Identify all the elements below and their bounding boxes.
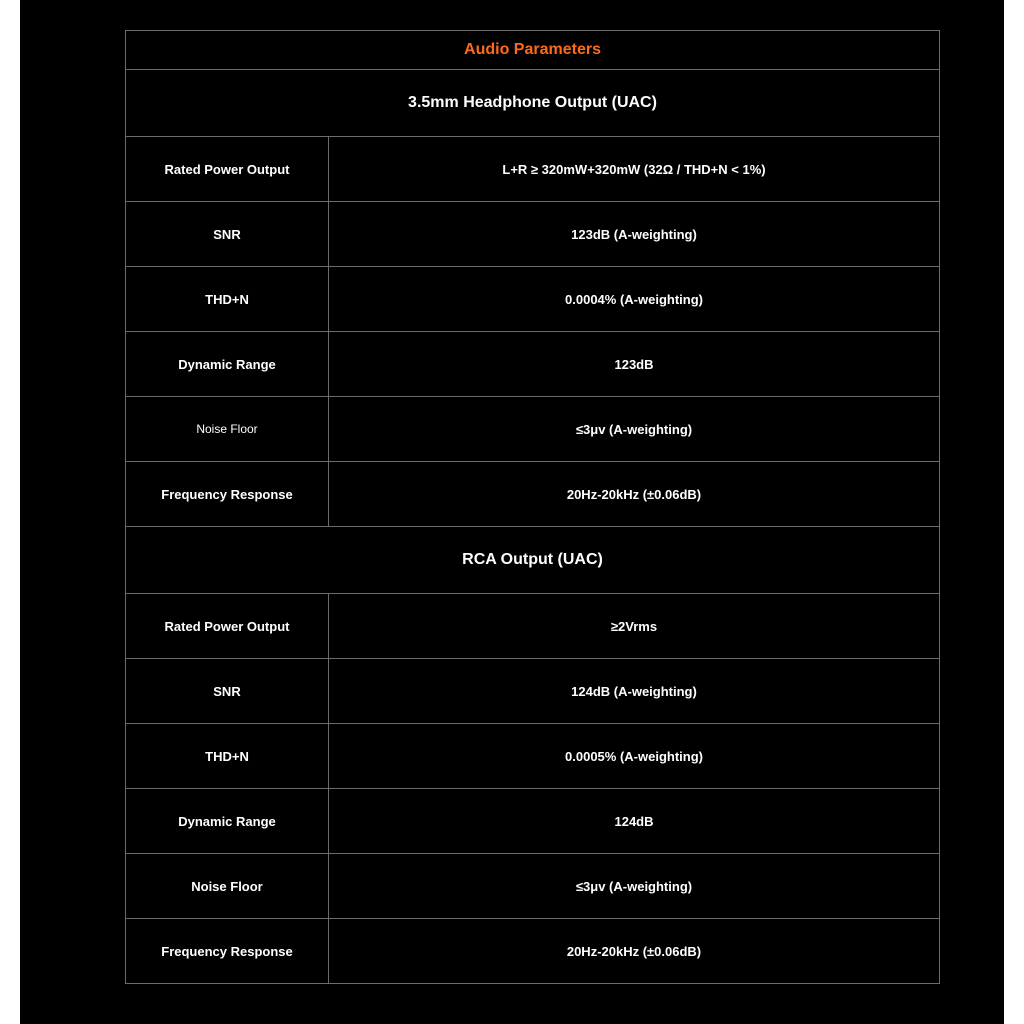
row-value: 123dB (A-weighting): [329, 202, 940, 267]
row-value: 20Hz-20kHz (±0.06dB): [329, 462, 940, 527]
row-label: Dynamic Range: [126, 332, 329, 397]
table-row: [126, 267, 940, 332]
row-label: Frequency Response: [126, 919, 329, 984]
row-label: SNR: [126, 202, 329, 267]
section-heading-rca: RCA Output (UAC): [126, 527, 940, 594]
table-row: [126, 724, 940, 789]
table-title-row: [126, 31, 940, 70]
page-canvas: [20, 0, 1004, 1024]
table-row: [126, 789, 940, 854]
section-heading-row: [126, 70, 940, 137]
row-label: SNR: [126, 659, 329, 724]
row-value: 123dB: [329, 332, 940, 397]
row-label: Noise Floor: [126, 854, 329, 919]
section-heading-headphone: 3.5mm Headphone Output (UAC): [126, 70, 940, 137]
row-label: THD+N: [126, 724, 329, 789]
row-value: L+R ≥ 320mW+320mW (32Ω / THD+N < 1%): [329, 137, 940, 202]
row-value: 124dB (A-weighting): [329, 659, 940, 724]
row-value: ≤3μv (A-weighting): [329, 854, 940, 919]
table-row: [126, 397, 940, 462]
table-row: [126, 137, 940, 202]
table-row: [126, 594, 940, 659]
row-label: Rated Power Output: [126, 137, 329, 202]
row-label: THD+N: [126, 267, 329, 332]
row-label: Frequency Response: [126, 462, 329, 527]
row-label: Rated Power Output: [126, 594, 329, 659]
table-row: [126, 202, 940, 267]
table-row: [126, 659, 940, 724]
row-value: 0.0004% (A-weighting): [329, 267, 940, 332]
row-value: ≤3μv (A-weighting): [329, 397, 940, 462]
audio-parameters-table: [125, 30, 940, 984]
row-value: ≥2Vrms: [329, 594, 940, 659]
table-row: [126, 854, 940, 919]
row-value: 20Hz-20kHz (±0.06dB): [329, 919, 940, 984]
row-value: 0.0005% (A-weighting): [329, 724, 940, 789]
section-heading-row: [126, 527, 940, 594]
row-label: Dynamic Range: [126, 789, 329, 854]
table-title: Audio Parameters: [126, 31, 940, 70]
table-row: [126, 462, 940, 527]
row-value: 124dB: [329, 789, 940, 854]
table-row: [126, 332, 940, 397]
row-label: Noise Floor: [126, 397, 329, 462]
table-row: [126, 919, 940, 984]
